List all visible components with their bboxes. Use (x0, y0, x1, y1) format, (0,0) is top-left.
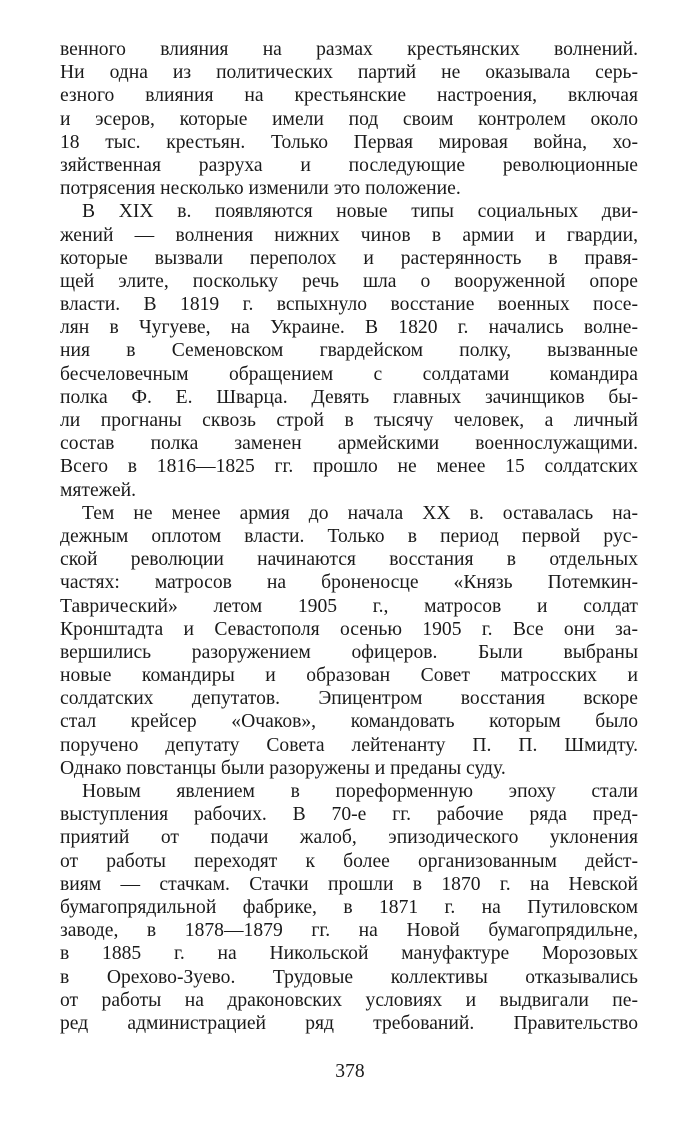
text-line: состав полка заменен армейскими военнослужащими. (60, 433, 638, 455)
text-line: вершились разоружением офицеров. Были выбраны (60, 641, 638, 663)
text-line: В XIX в. появляются новые типы социальных дви- (82, 201, 638, 223)
text-line: Кронштадта и Севастополя осенью 1905 г. Все они за- (60, 618, 638, 640)
text-line: щей элите, поскольку речь шла о вооруженной опоре (60, 270, 638, 292)
text-line: выступления рабочих. В 70-е гг. рабочие ряда пред- (60, 804, 638, 826)
text-line: ской революции начинаются восстания в отдельных (60, 549, 638, 571)
text-line: от работы на драконовских условиях и выдвигали пе- (60, 989, 638, 1011)
text-line: солдатских депутатов. Эпицентром восстания вскоре (60, 688, 638, 710)
text-line: ред администрацией ряд требований. Правительство (60, 1012, 638, 1034)
text-line: Таврический» летом 1905 г., матросов и солдат (60, 595, 638, 617)
text-line: потрясения несколько изменили это положение. (60, 178, 461, 200)
text-line: Новым явлением в пореформенную эпоху стали (82, 781, 638, 802)
paragraph-4 (60, 780, 638, 1035)
text-line: в Орехово-Зуево. Трудовые коллективы отказывались (60, 966, 638, 988)
text-line: Тем не менее армия до начала XX в. оставалась на- (82, 502, 638, 524)
text-line: виям — стачкам. Стачки прошли в 1870 г. на Невской (60, 873, 638, 895)
text-line: венного влияния на размах крестьянских волнений. (60, 39, 638, 60)
text-line: частях: матросов на броненосце «Князь Потемкин- (60, 572, 638, 594)
text-line: лян в Чугуеве, на Украине. В 1820 г. начались волне- (60, 317, 638, 339)
text-line: Ни одна из политических партий не оказывала серь- (60, 62, 638, 84)
text-line: Всего в 1816—1825 гг. прошло не менее 15 солдатских (60, 456, 638, 478)
text-line: власти. В 1819 г. вспыхнуло восстание военных посе- (60, 294, 638, 316)
text-line: и эсеров, которые имели под своим контролем около (60, 108, 638, 130)
text-line: 18 тыс. крестьян. Только Первая мировая война, хо- (60, 131, 638, 153)
text-line: стал крейсер «Очаков», командовать которым было (60, 711, 638, 733)
paragraph-3 (60, 502, 638, 780)
text-line: бумагопрядильной фабрике, в 1871 г. на Путиловском (60, 896, 638, 918)
text-line: полка Ф. Е. Шварца. Девять главных зачинщиков бы- (60, 386, 638, 408)
text-line: новые командиры и образован Совет матросских и (60, 665, 638, 687)
text-line: ния в Семеновском гвардейском полку, вызванные (60, 340, 638, 362)
text-line: приятий от подачи жалоб, эпизодического уклонения (60, 827, 638, 849)
text-line: мятежей. (60, 479, 137, 501)
paragraph-1 (60, 38, 638, 200)
text-line: заводе, в 1878—1879 гг. на Новой бумагопрядильне, (60, 920, 638, 942)
page-number: 378 (335, 1061, 365, 1082)
text-line: в 1885 г. на Никольской мануфактуре Морозовых (60, 943, 638, 965)
text-line: поручено депутату Совета лейтенанту П. П. Шмидту. (60, 734, 638, 756)
text-line: от работы переходят к более организованным дейст- (60, 850, 638, 872)
text-line: Однако повстанцы были разоружены и преданы суду. (60, 757, 506, 779)
text-line: жений — волнения нижних чинов в армии и гвардии, (60, 224, 638, 246)
text-line: ли прогнаны сквозь строй в тысячу человек, а личный (60, 410, 638, 431)
text-line: дежным оплотом власти. Только в период первой рус- (60, 525, 638, 547)
text-line: которые вызвали переполох и растерянность в правя- (60, 247, 638, 269)
text-line: езного влияния на крестьянские настроения, включая (60, 85, 638, 107)
text-line: бесчеловечным обращением с солдатами командира (60, 363, 638, 385)
page-body (60, 38, 638, 1035)
text-line: зяйственная разруха и последующие революционные (60, 154, 638, 176)
paragraph-2 (60, 200, 638, 501)
